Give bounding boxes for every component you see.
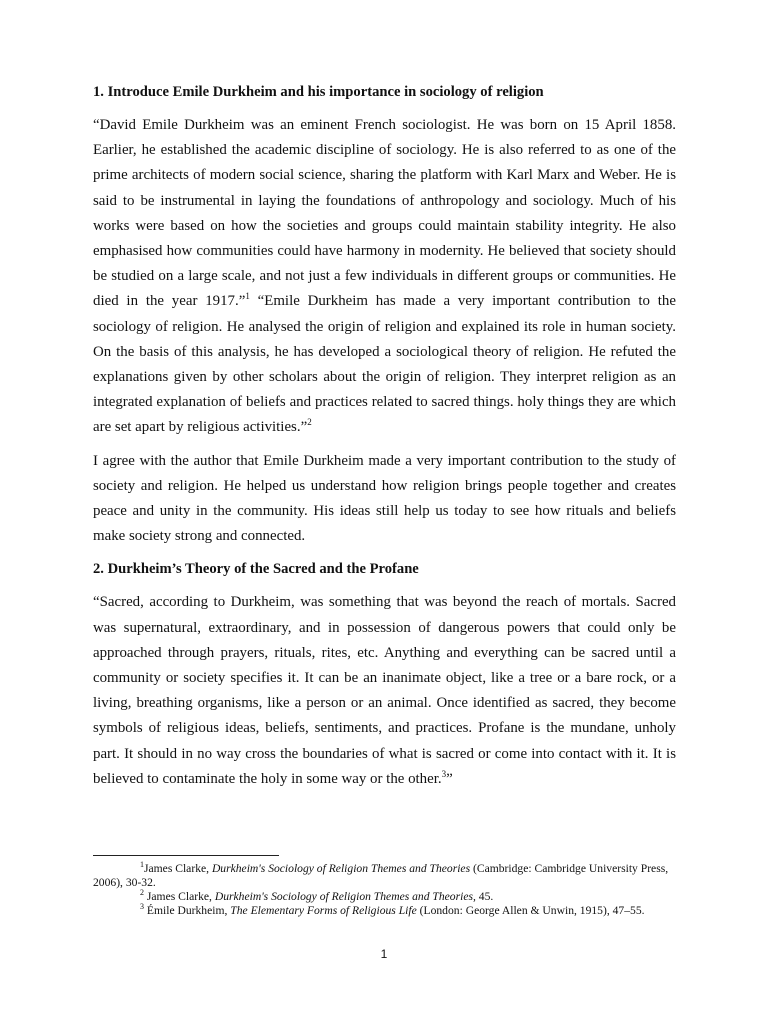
footnote-1-title: Durkheim's Sociology of Religion Themes and Theories [211, 862, 471, 875]
section-1-quote-paragraph [93, 113, 676, 441]
durkheim-bio-quote: “David Emile Durkheim was an eminent French sociologist. He was born on 15 April 1858. Earlier, he established the academic discipline of sociology. He is also referred to as one of the prime architects of modern social science, sharing the platform with Karl Marx and Weber. He is said to be instrumental in laying the foundations of anthropology and sociology. Much of his works were based on how the societies and groups could maintain stability integrity. He also emphasised how communities could have harmony in modernity. He believed that society should be studied on a large scale, and not just a few individuals in different groups or communities. He died in the year 1917.” [93, 117, 676, 310]
footnote-3-number: 3 [140, 902, 144, 912]
footnote-ref-1: 1 [245, 291, 250, 302]
document-page [93, 80, 676, 800]
footnote-1-prefix: James Clarke, [144, 862, 212, 875]
footnote-2-suffix: 45. [475, 890, 494, 903]
footnote-3-prefix: Émile Durkheim, [144, 904, 231, 917]
page-number: 1 [380, 947, 388, 961]
footnotes [93, 855, 676, 918]
footnote-1 [93, 862, 676, 890]
footnote-2-title: Durkheim's Sociology of Religion Themes and Theories, [214, 890, 476, 903]
footnote-1-suffix: (Cambridge: Cambridge University Press, 2006), 30-32. [93, 862, 669, 889]
section-2-heading: 2. Durkheim’s Theory of the Sacred and the Profane [93, 561, 419, 578]
footnote-ref-2: 2 [307, 417, 312, 428]
footnote-3-suffix: (London: George Allen & Unwin, 1915), 47–55. [416, 904, 645, 917]
section-1-reflection: I agree with the author that Emile Durkheim made a very important contribution to the study of society and religion. He helped us understand how religion brings people together and creates peace and unity in the community. His ideas still help us today to see how rituals and beliefs make society strong and connected. [93, 452, 676, 545]
footnote-2 [93, 890, 676, 904]
footnote-1-number: 1 [140, 860, 144, 870]
sacred-profane-quote: “Sacred, according to Durkheim, was something that was beyond the reach of mortals. Sacred was supernatural, extraordinary, and in possession of dangerous powers that could only be approached through prayers, rituals, rites, etc. Anything and everything can be sacred until a community or society specifies it. It can be an inanimate object, like a tree or a bare rock, or a living, breathing organisms, like a person or an animal. Once identified as sacred, they become symbols of religious ideas, beliefs, sentiments, and practices. Profane is the mundane, unholy part. It should in no way cross the boundaries of what is sacred or come into contact with it. It is believed to contaminate the holy in some way or the other. [93, 594, 676, 787]
footnote-2-prefix: James Clarke, [144, 890, 215, 903]
quote-close-mark: ” [446, 770, 453, 787]
sociology-religion-quote: “Emile Durkheim has made a very important contribution to the sociology of religion. He analysed the origin of religion and explained its role in human society. On the basis of this analysis, he has developed a sociological theory of religion. He refuted the explanations given by other scholars about the origin of religion. They interpret religion as an integrated explanation of beliefs and practices related to sacred things. holy things they are which are set apart by religious activities.” [93, 293, 676, 436]
footnote-3-title: The Elementary Forms of Religious Life [230, 904, 417, 917]
footnote-separator [93, 855, 279, 856]
section-2-quote-paragraph [93, 590, 676, 792]
footnote-2-number: 2 [140, 888, 144, 898]
footnote-3 [93, 904, 676, 918]
section-1-heading: 1. Introduce Emile Durkheim and his importance in sociology of religion [93, 84, 544, 100]
footnote-ref-3: 3 [441, 768, 447, 779]
